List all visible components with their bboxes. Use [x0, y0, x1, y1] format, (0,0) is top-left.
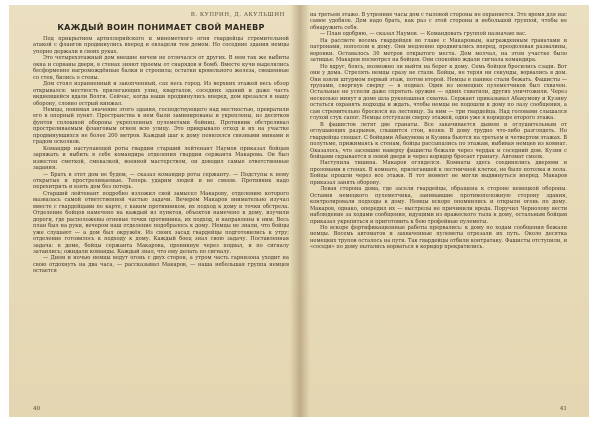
- paragraph: — Брать в этот дом не будем, — сказал командир роты сержанту. — Подступы к нему открытые и простреливаемые. Теперь ударим людей и не смеем. Противник надо перехитрить и взять дом без потерь.: [33, 171, 289, 191]
- paragraph: Левая сторона дома, где засели гвардейцы, обращена к стороне немецкой обороны. Оставив немецкого пулеметчика, занимавшие противоположную сторону здания, контролировали подходы к дому. Немцы вскоре опомнились и открыли огонь по дому. Макаров, однако, опередил их — выстрелы не причинили вреда. Поручил Чернолову вести наблюдение за ходами сообщения, идущими из вражеского тыла к дому, остальным бойцам приказал укрепиться и приготовить к бою трофейные пулеметы.: [310, 186, 567, 225]
- paragraph: Дом стоял изранненный и закопченный, сах несь город. Из верхних этажей весь обзор открывался: местность прилегающих улиц, кварталов, соседних зданий и даже часть видневшейся вдали Волги. Сейчас, когда наши продвинулись вперед, дом врезался в нашу оборону, словно острый кинжал.: [33, 81, 289, 107]
- left-page: [9, 5, 299, 417]
- paragraph: Под прикрытием артиллерийского и минометного огня гвардейцы стремительной атакой с флангов продвинулись вперед и овладели тем домом. Но соседние здания немцы упорно держали в своих руках.: [33, 36, 289, 55]
- paragraph: На рассвете восемь гвардейцев во главе с Макаровым, награжденным гранатами и патронами, поползли к дому. Они медленно продвигались вперед, преодолевая развалины, воронки. Оставалось 30 метров открытого места. Дом молчал, на этом участке было затишье. Макаров посмотрел на бойцов. Они спокойно ждали сигнала командира.: [310, 37, 567, 64]
- paragraph: — План одобряю, — сказал Наумов. — Командовать группой назначаю вас.: [320, 31, 527, 38]
- paragraph: Старший лейтенант подробно изложил свой замысел Макарову, отделению которого вызвалась самой ответственной частью задачи. Вечером Макаров внимательно изучал вместе с гвардейцами по карте, с каким противником, их подход к дому и точки обстрела. Отделение бойцов намечено на каждый из пунктов, объектов намечено к дому, изучили дороги, где расположены огневые точки противника, их подход, и направлены к ним. Весь план был на руки, вечером наш отделение подобралось к дому. Немцы не знали, что бойцы уже слушают — а дом был окружён. Из своих засад гвардейцы подготовились к утру; отделение готовилось к подходу к дому. Каждый боец знал свою задачу. Поставленная задача: в доме, бойцы сержанта Макарова, проникнув через подвал, и по сигналу затаились; ожидали команды. Каждый знал, что ему делать по сигналу.: [33, 190, 289, 255]
- paragraph: Немцы, понимая значение этого здания, господствующего над местностью, превратили его в опорный пункт. Пространства в нем были заминированы и укреплены, из десятков фунтов сплошной обороны укрепленных пулеметами бойниц. Противник обстреливал простреливаемым фланговым огнем всю улицу. Это прикрывало отход и их на участке продвинувшихся не более 200 метров. Каждый шаг к дому появлялся связными минами и градом осколков.: [33, 106, 289, 146]
- open-book: [9, 5, 589, 417]
- paragraph: Но вскоре фортификационные работы прервались: к дому по ходам сообщения бежали немцы. Восемь автоматов и захваченные пулеметы отрезали их путь. Около десятка немецких трупов осталось на пути. Так гвардейцы отбили контратаку. Фашисты отступили, и «соседи» по дому пытались ворваться в коридор прекратились.: [310, 224, 567, 251]
- paragraph: Командир наступающей роты гвардии старший лейтенант Наумов приказал бойцам заряжать и выбить в себе командира отделения гвардии сержанта Макарова. Он был известен сметкой, смекалкой, военной мастерством, он доводил самые ответственные задания.: [33, 145, 289, 172]
- page-number: 40: [33, 406, 41, 412]
- paragraph: на третьем этаже. В утренние часы дом с тыловой стороны не охраняется. Это время для нас самое удобное. Дом надо брать, как раз с этой стороны и небольшой группой, чтобы не обнаружить себя.: [310, 12, 567, 31]
- book-gutter: [290, 5, 310, 417]
- page-number: 41: [559, 406, 567, 412]
- paragraph: Но вдруг, боясь, возможно ли выйти на берег к дому. Семь бойцов бросились сзади. Вот они у дома. Стрелять немцы сразу не стали. Бойцы, не теряя ни секунды, ворвались в дом. Они взяли штурмом первый этаж, потом второй. Немцы в панике стали бежать. Фашисты — трупами, свергнув сверху — в подвал. Один из немецких пулеметчиков был схвачен. Остальные не успели даже спрятать оружие — одних схватили, других уничтожили. Через несколько минут в доме шла рукопашная схватка. Сержант приказывал Абакумову и Кузину остаться охранять подходы и ждать, чтобы немцы не подошли к дому по лазу сообщения, а сам стремительно бросился на лестницу. За ним — три гвардейца. Над головами слышался глухой стук сапог. Немцы отступали сверху этажей, одни уже в коридоре второго этажа.: [310, 63, 567, 122]
- running-head: В. КУПРИН, Д. АКУЛЬШИН: [190, 12, 285, 18]
- paragraph: В фашистов летят две гранаты. Все закачивается дымом и оглушительным от оглушающих разрывов, слышится стон, возня. В дому трудно что-либо разглядеть. Но гвардейцы спешат. С бойцами Абакумова и Кузина бьются на третьем и четвертом этажах. В полутьме, прижимаясь к стенам, бойцы рассыпались по этажам, выбивая немцев из комнат. Оказалось, что засевшие наверху фашисты бежали через чердак и соседний дом. Кузин с бойцами скрывается в левой двери и через коридор бросает гранату. Автомат смолк.: [310, 121, 567, 160]
- right-page: [299, 5, 589, 417]
- paragraph: Наступила тишина. Макаров огляделся. Комнаты здесь соединялись дверями и проломами в стенах. В комнате, прилегавшей к лестничной клетке, не было потолка и пола. Бойцы прошли через все этажи. В тот момент не могли выдвинуться вперед. Макаров приказал занять оборону.: [310, 160, 567, 186]
- paragraph: — Днем и ночью немцы ведут огонь с двух сторон, а утром часть гарнизона уходит на свою отдохнуть на два часа, — рассказывал Макаров, — наша небольшая группа немцев остается: [33, 255, 289, 275]
- chapter-title: КАЖДЫЙ ВОИН ПОНИМАЕТ СВОЙ МАНЕВР: [57, 23, 265, 32]
- paragraph: Это четырехэтажный дом внешне ничем не отличался от других. В нем так же выбиты окна и сорваны двери, в стенах зияют проемы от снарядов и бомб. Вместе кучи выделялись бесформенно нагромождённые балки и стропила; остатки кровельного железа, свешенные со стен, бились о стены.: [33, 55, 289, 81]
